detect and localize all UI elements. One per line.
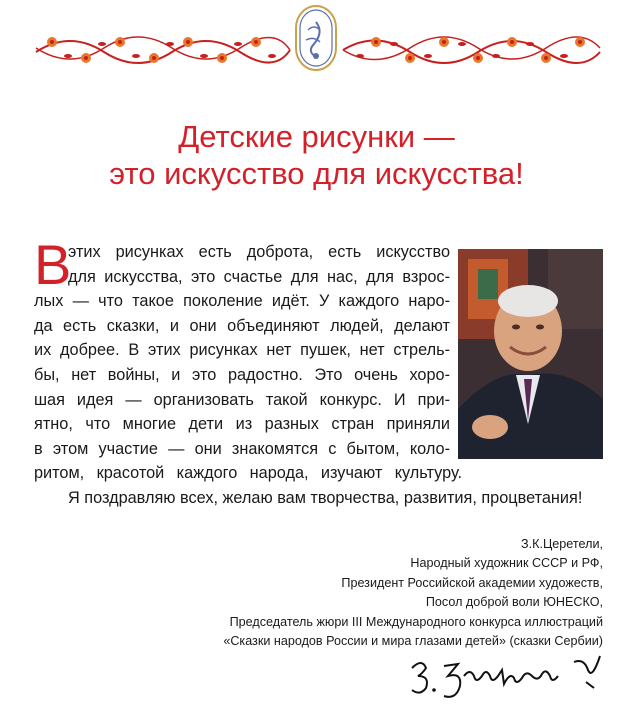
ornament-right	[343, 37, 600, 63]
body-line-10: ритом, красотой каждого народа, изучают культуру.	[34, 464, 462, 483]
author-title-3: Посол доброй воли ЮНЕСКО,	[425, 595, 603, 610]
body-line-2: для искусства, это счастье для нас, для взрос-	[68, 267, 450, 286]
title-line-2: это искусство для искусства!	[109, 156, 524, 191]
ornament-border	[0, 0, 633, 80]
attribution	[223, 535, 603, 651]
author-title-4: Председатель жюри III Международного конкурса иллюстраций	[229, 614, 603, 629]
author-title-1: Народный художник СССР и РФ,	[410, 556, 603, 571]
body-line-6: бы, нет войны, и это радостно. Это очень хоро-	[34, 365, 450, 384]
emblem-icon	[296, 6, 336, 70]
author-title-2: Президент Российской академии художеств,	[341, 575, 603, 590]
author-title-5: «Сказки народов России и мира глазами детей» (сказки Сербии)	[223, 634, 603, 649]
drop-cap: В	[34, 233, 72, 296]
body-line-8: ятно, что многие дети из разных стран приняли	[34, 415, 450, 434]
body-line-11: Я поздравляю всех, желаю вам творчества, развития, процветания!	[68, 488, 583, 507]
body-line-9: в этом участие — они знакомятся с бытом, коло-	[34, 439, 450, 458]
body-line-5: их добрее. В этих рисунках нет пушек, нет стрель-	[34, 341, 450, 360]
ornament-left	[36, 37, 290, 63]
handwritten-signature	[410, 652, 610, 700]
portrait-photo	[458, 249, 603, 459]
body-line-4: да есть сказки, и они объединяют людей, делают	[34, 316, 450, 335]
title-line-1: Детские рисунки —	[178, 119, 455, 154]
author-name: З.К.Церетели,	[521, 537, 603, 551]
body-line-7: шая идея — организовать такой конкурс. И при-	[34, 390, 450, 409]
body-line-1: этих рисунках есть доброта, есть искусство	[68, 243, 450, 261]
page-title	[0, 118, 633, 192]
body-line-3: лых — что такое поколение идёт. У каждого наро-	[34, 292, 450, 311]
